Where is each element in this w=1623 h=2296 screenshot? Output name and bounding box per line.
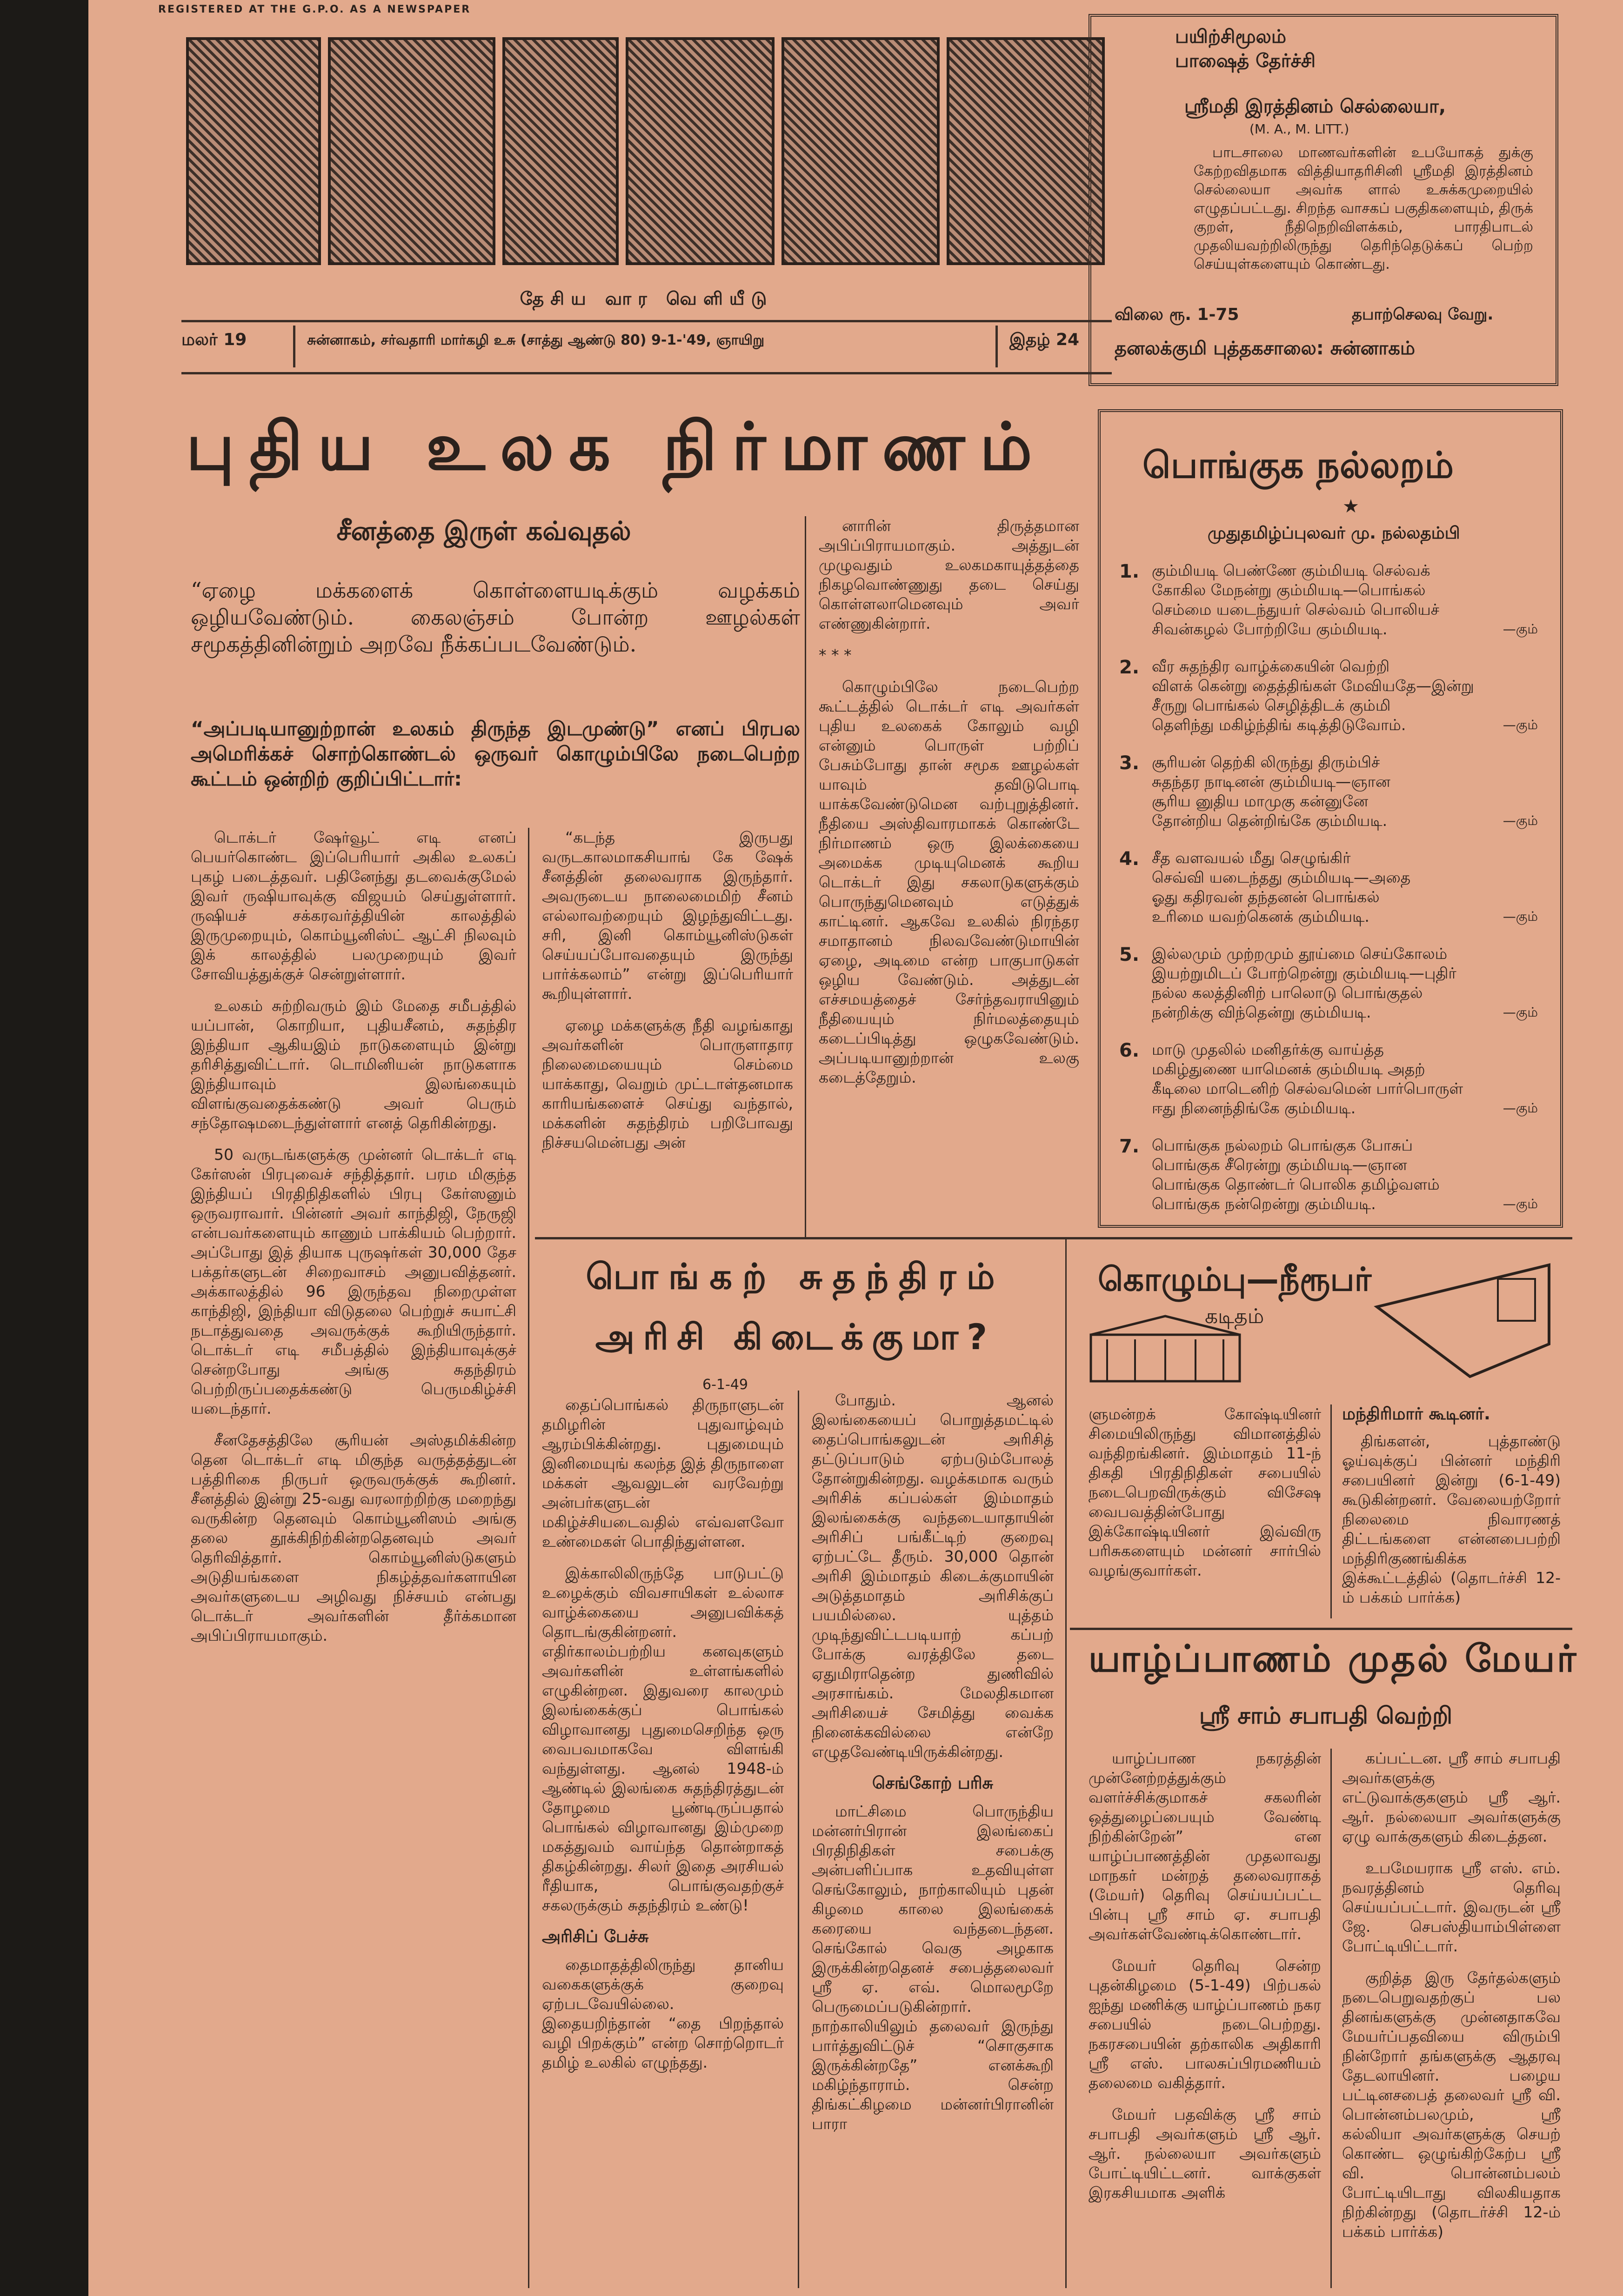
pongal-headline: அரிசி கிடைக்குமா? (595, 1316, 996, 1358)
advert-seller: தனலக்குமி புத்தகசாலை: சுன்னாகம் (1115, 338, 1416, 359)
poem-title: பொங்குக நல்லறம் (1142, 445, 1454, 486)
colombo-subtitle: கடிதம் (1205, 1304, 1264, 1328)
poem-verse: 6. மாடு முதலில் மனிதர்க்கு வாய்த்த மகிழ்துணை யாமெனக் கும்மியடி அதற் கீடிலை மாடெனிற் செல்வமென் பார்பொருள் ஈது நினைந்திங்கே கும்மியடி. —கும் (1119, 1040, 1538, 1117)
advert-title: பாஷைத் தேர்ச்சி (1175, 50, 1316, 72)
lead-column: “கடந்த இருபது வருடகாலமாகசியாங் கே ஷேக் சீனத்தின் தலைவராக இருந்தார். அவருடைய நாலைமைமிற் சீனம் எல்லாவற்றையும் இழந்துவிட்டது. சரி, இனி கொம்யூனிஸ்டுகள் செய்யப்போவதையும் இருந்து பார்க்கலாம்” என்று இப்பெரியார் கூறியுள்ளார். ஏழை மக்களுக்கு நீதி வழங்காது அவர்களின் பொருளாதார நிலைமையையும் செம்மை யாக்காது, வெறும் முட்டாள்தனமாக காரியங்களைச் செய்து வந்தால், மக்களின் சுதந்திரம் பறிபோவது நிச்சயமென்பது அன் (542, 828, 793, 1151)
logo-letter (947, 37, 1105, 265)
book-advert (1089, 14, 1558, 386)
pongal-column: போதும். ஆனல் இலங்கையைப் பொறுத்தமட்டில் தைப்பொங்கலுடன் அரிசித் தட்டுப்பாடும் ஏற்படும்போலத் தோன்றுகின்றது. வழக்கமாக வரும் அரிசிக் கப்பல்கள் இம்மாதம் இலங்கைக்கு வந்தடையாதாயின் அரிசிப் பங்கீட்டிற் குறைவு ஏற்பட்டே தீரும். 30,000 தொன் அரிசி இம்மாதம் கிடைக்குமாயின் அடுத்தமாதம் அரிசிக்குப் பயமில்லை. யுத்தம் முடிந்துவிட்டபடியாற் கப்பற் போக்கு வரத்திலே தடை ஏதுமிராதென்ற துணிவில் அரசாங்கம். மேலதிகமான அரிசியைச் சேமித்து வைக்க நினைக்கவில்லை என்றே எழுதவேண்டியிருக்கின்றது. செங்கோற் பரிசு மாட்சிமை பொருந்திய மன்னர்பிரான் இலங்கைப் பிரதிநிதிகள் சபைக்கு அன்பளிப்பாக உதவியுள்ள செங்கோலும், நாற்காலியும் புதன் கிழமை காலை இலங்கைக் கரையை வந்தடைந்தன. செங்கோல் வெகு அழகாக இருக்கின்றதெனச் சபைத்தலைவர் ஸ்ரீ ஏ. எவ். மொலமூறே பெருமைப்படுகின்றார். நாற்காலியிலும் தலைவர் இருந்து பார்த்துவிட்டுச் “சொகுசாக இருக்கின்றதே” எனக்கூறி மகிழ்ந்தாராம். சென்ற திங்கட்கிழமை மன்னர்பிரானின் பாரா (812, 1391, 1054, 2133)
lead-subhead: சீனத்தை இருள் கவ்வுதல் (336, 516, 631, 546)
column-rule (805, 516, 806, 1237)
column-rule (1065, 1237, 1067, 2288)
rule (995, 326, 998, 367)
star-icon: ★ (1342, 496, 1359, 517)
lead-headline: புதிய உலக நிர்மாணம் (186, 409, 1047, 485)
tagline: தேசிய வார வெளியீடு (520, 288, 774, 309)
poem-verses (1119, 561, 1538, 1231)
logo-letter (328, 37, 495, 265)
column-rule (528, 828, 529, 1246)
jaffna-column: யாழ்ப்பாண நகரத்தின் முன்னேற்றத்துக்கும் வளர்ச்சிக்குமாகச் சகலரின் ஒத்துழைப்பையும் வேண்டி நிற்கின்றேன்” என யாழ்ப்பாணத்தின் முதலாவது மாநகர் மன்றத் தலைவராகத் (மேயர்) தெரிவு செய்யப்பட்ட பின்பு ஸ்ரீ சாம் ஏ. சபாபதி அவர்கள்வேண்டிக்கொண்டார். மேயர் தெரிவு சென்ற புதன்கிழமை (5-1-49) பிற்பகல் ஐந்து மணிக்கு யாழ்ப்பாணம் நகர சபையில் நடைபெற்றது. நகரசபையின் தற்காலிக அதிகாரி ஸ்ரீ எஸ். பாலசுப்பிரமணியம் தலைமை வகித்தார். மேயர் பதவிக்கு ஸ்ரீ சாம் சபாபதி அவர்களும் ஸ்ரீ ஆர். ஆர். நல்லையா அவர்களும் போட்டியிட்டனர். வாக்குகள் இரகசியமாக அளிக் (1089, 1749, 1321, 2202)
lead-column: னாரின் திருத்தமான அபிப்பிராயமாகும். அத்துடன் முழுவதும் உலகமகாயுத்தத்தை நிகழவொண்ணுது தடை செய்து கொள்ளலாமெனவும் அவர் எண்ணுகின்றார். * * * கொழும்பிலே நடைபெற்ற கூட்டத்தில் டொக்டர் எடி அவர்கள் புதிய உலகைக் கோலும் வழி என்னும் பொருள் பற்றிப் பேசும்போது தான் சமூக ஊழல்கள் யாவும் தவிடுபொடி யாக்கவேண்டுமென வற்புறுத்தினர். நீதியை அஸ்திவாரமாகக் கொண்டே நிர்மாணம் ஒரு இலக்கையை அமைக்க முடியுமெனக் கூறிய டொக்டர் இது சகலாடுகளுக்கும் பொருந்துமெனவும் எடுத்துக் காட்டினர். ஆகவே உலகில் நிரந்தர சமாதானம் நிலவவேண்டுமாயின் ஏழை, அடிமை என்ற பாகுபாடுகள் ஒழிய வேண்டும். அத்துடன் எச்சமயத்தைச் சேர்ந்தவராயினும் நீதியையும் நிர்மலத்தையும் கடைப்பிடித்து ஒழுகவேண்டும். அப்படியானுற்றான் உலகு கடைத்தேறும். (819, 517, 1079, 1086)
advert-author: ஸ்ரீமதி இரத்தினம் செல்லையா, (1184, 96, 1446, 117)
pongal-headline: பொங்கற் சுதந்திரம் (586, 1256, 1005, 1297)
rule (293, 326, 295, 367)
pongal-column: தைப்பொங்கல் திருநாளுடன் தமிழரின் புதுவாழ்வும் ஆரம்பிக்கின்றது. புதுமையும் இனிமையுங் கலந்த இத் திருநாளை மக்கள் ஆவலுடன் வரவேற்று அன்பர்களுடன் மகிழ்ச்சியடைவதில் எவ்வளவோ உண்மைகள் பொதிந்துள்ளன. இக்காலிலிருந்தே பாடுபட்டு உழைக்கும் விவசாயிகள் உல்லாச வாழ்க்கையை அனுபவிக்கத் தொடங்குகின்றனர். எதிர்காலம்பற்றிய கனவுகளும் அவர்களின் உள்ளங்களில் எழுகின்றன. இதுவரை காலமும் இலங்கைக்குப் பொங்கல் விழாவானது புதுமைசெறிந்த ஒரு வைபவமாகவே விளங்கி வந்துள்ளது. ஆனல் 1948-ம் ஆண்டில் இலங்கை சுதந்திரத்துடன் தோழமை பூண்டிருப்பதால் பொங்கல் விழாவானது இம்முறை மகத்துவம் வாய்ந்த தொன்றாகத் திகழ்கின்றது. சிலர் இதை அரசியல் ரீதியாக, பொங்குவதற்குச் சகலருக்கும் சுதந்திரம் உண்டு! அரிசிப் பேச்சு தைமாதத்திலிருந்து தானிய வகைகளுக்குக் குறைவு ஏற்படவேயில்லை. இதையறிந்தான் “தை பிறந்தால் வழி பிறக்கும்” என்ற சொற்றொடர் தமிழ் உலகில் எழுந்தது. (542, 1396, 784, 2071)
advert-price: விலை ரூ. 1-75 (1115, 305, 1239, 324)
colombo-title: கொழும்பு—நீரூபர் (1098, 1260, 1372, 1298)
poem-verse: 4. சீத வளவயல் மீது செழுங்கிர் செவ்வி யடைந்தது கும்மியடி—அதை ஓது கதிரவன் தந்தனன் பொங்கல் உரிமை யவற்கெனக் கும்மியடி. —கும் (1119, 848, 1538, 925)
logo-letter (502, 37, 619, 265)
poem-verse: 5. இல்லமும் முற்றமும் தூய்மை செய்கோலம் இயற்றுமிடப் போற்றென்று கும்மியடி—புதிர் நல்ல கலத்தினிற் பாலொடு பொங்குதல் நன்றிக்கு விந்தென்று கும்மியடி. —கும் (1119, 944, 1538, 1021)
poem-verse: 7. பொங்குக நல்லறம் பொங்குக போசுப் பொங்குக சீரென்று கும்மியடி—ஞான பொங்குக தொண்டர் பொலிக தமிழ்வளம் பொங்குக நன்றென்று கும்மியடி. —கும் (1119, 1136, 1538, 1213)
logo-letter (186, 37, 321, 265)
lead-column: டொக்டர் ஷேர்வூட் எடி எனப் பெயர்கொண்ட இப்பெரியார் அகில உலகப் புகழ் படைத்தவர். பதினேந்து தடவைக்குமேல் இவர் ருஷியாவுக்கு விஜயம் செய்துள்ளார். ருஷியச் சக்கரவர்த்தியின் காலத்தில் இருமுறையும், கொம்யூனிஸ்ட் ஆட்சி நிலவும் இக் காலத்தில் பலமுறையும் இவர் சோவியத்துக்குச் சென்றுள்ளார். உலகம் சுற்றிவரும் இம் மேதை சமீபத்தில் யப்பான், கொறியா, புதியசீனம், சுதந்திர இந்தியா ஆகியஇம் நாடுகளையும் இன்று தரிசித்துவிட்டார். டொமினியன் நாடுகளாக இந்தியாவும் இலங்கையும் விளங்குவதைக்கண்டு அவர் பெரும் சந்தோஷமடைந்துள்ளார் எனத் தெரிகின்றது. 50 வருடங்களுக்கு முன்னர் டொக்டர் எடி கேர்ஸன் பிரபுவைச் சந்தித்தார். பரம மிகுந்த இந்தியப் பிரதிநிதிகளில் பிரபு கேர்ஸனும் ஒருவராவார். பின்னர் அவர் காந்திஜி, நேருஜி என்பவர்களையும் காணும் பாக்கியம் பெற்றார். அப்போது இத் தியாக புருஷர்கள் 30,000 தேச பக்தர்களுடன் சிறைவாசம் அனுபவித்தனர். அக்காலத்தில் 96 இருந்தவ நிறைமுள்ள காந்திஜி, இந்தியா விடுதலை பெற்றுச் சுயாட்சி நடாத்துவதை அவருக்குக் கூறியிருந்தார். டொக்டர் எடி சமீபத்தில் இந்தியாவுக்குச் சென்றபோது அங்கு சுதந்திரம் பெற்றிருப்பதைக்கண்டு பெருமகிழ்ச்சி யடைந்தார். சீனதேசத்திலே சூரியன் அஸ்தமிக்கின்ற தென டொக்டர் எடி மிகுந்த வருத்தத்துடன் பத்திரிகை நிருபர் ஒருவருக்குக் கூறினர். சீனத்தில் இன்று 25-வது வரலாற்றிற்கு மறைந்து வருகின்ற தெனவும் கொம்யூனிஸம் அங்கு தலை தூக்கிநிற்கின்றதெனவும் அவர் தெரிவித்தார். கொம்யூனிஸ்டுகளும் அடுதியங்களை நிகழ்த்தவர்களாயின அவர்களுடைய அழிவது நிச்சயம் என்பது டொக்டர் அவர்களின் தீர்க்கமான அபிப்பிராயமாகும். (191, 828, 516, 1644)
jaffna-subhead: ஸ்ரீ சாம் சபாபதி வெற்றி (1199, 1702, 1453, 1729)
column-rule (1330, 1404, 1332, 1618)
newspaper-page (88, 0, 1623, 2296)
volume-number: மலர் 19 (181, 330, 247, 349)
advert-title: பயிற்சிமூலம் (1175, 26, 1287, 47)
column-rule (528, 1237, 529, 2288)
advert-postage: தபாற்செலவு வேறு. (1352, 305, 1494, 324)
rule (181, 372, 1112, 374)
jaffna-headline: யாழ்ப்பாணம் முதல் மேயர் (1089, 1637, 1578, 1680)
logo-letter (781, 37, 940, 265)
poem-verse: 3. சூரியன் தெற்கி லிருந்து திரும்பிச் சுதந்தர நாடினன் கும்மியடி—ஞான சூரிய னுதிய மாமுகு கன்னுனே தோன்றிய தென்றிங்கே கும்மியடி. —கும் (1119, 752, 1538, 830)
section-rule (1070, 1628, 1572, 1630)
jaffna-column: கப்பட்டன. ஸ்ரீ சாம் சபாபதி அவர்களுக்கு எட்டுவாக்குகளும் ஸ்ரீ ஆர். ஆர். நல்லையா அவர்களுக்கு ஏழு வாக்குகளும் கிடைத்தன. உபமேயராக ஸ்ரீ எஸ். எம். நவரத்தினம் தெரிவு செய்யப்பட்டார். இவருடன் ஸ்ரீ ஜே. செபஸ்தியாம்பிள்ளை போட்டியிட்டார். குறித்த இரு தேர்தல்களும் நடைபெறுவதற்குப் பல தினங்களுக்கு முன்னதாகவே மேயர்ப்பதவியை விரும்பி நின்றோர் தங்களுக்கு ஆதரவு தேடலாயினர். பழைய பட்டினசபைத் தலைவர் ஸ்ரீ வி. பொன்னம்பலமும், ஸ்ரீ கல்லியா அவர்களுக்கு செயற் கொண்ட ஒழுங்கிற்கேற்ப ஸ்ரீ வி. பொன்னம்பலம் போட்டியிடாது விலகியதாக நிற்கின்றது (தொடர்ச்சி 12-ம் பக்கம் பார்க்க) (1342, 1749, 1561, 2241)
column-rule (1330, 1749, 1332, 2288)
colombo-column: மந்திரிமார் கூடினர். திங்களன், புத்தாண்டு ஓய்வுக்குப் பின்னர் மந்திரி சபையினர் இன்று (6-1-49) கூடுகின்றனர். வேலையற்றோர் நிலைமை நிவாரணத் திட்டங்களை என்னபைபற்றி மந்திரிகுணங்கிக்க இக்கூட்டத்தில் (தொடர்ச்சி 12-ம் பக்கம் பார்க்க) (1342, 1404, 1561, 1606)
advert-body: பாடசாலை மாணவர்களின் உபயோகத் துக்கு கேற்றவிதமாக வித்தியாதரிசினி ஸ்ரீமதி இரத்தினம் செல்லையா அவர்க ளால் உசுக்கமுறையில் எழுதப்பட்டது. சிறந்த வாசகப் பகுதிகளையும், திருக் குறள், நீதிநெறிவிளக்கம், பாரதிபாடல் முதலியவற்றிலிருந்து தெரிந்தெடுக்கப் பெற்ற செய்யுள்களையும் கொண்டது. (1194, 144, 1533, 273)
lead-intro: “அப்படியானுற்றான் உலகம் திருந்த இடமுண்டு” எனப் பிரபல அமெரிக்கச் சொற்கொண்டல் ஒருவர் கொழும்பிலே நடைபெற்ற கூட்டம் ஒன்றிற் குறிப்பிட்டார்: (191, 717, 800, 790)
colombo-column: ளுமன்றக் கோஷ்டியினர் சிமையிலிருந்து விமானத்தில் வந்திறங்கினர். இம்மாதம் 11-ந் திகதி பிரதிநிதிகள் சபையில் நடைபெறவிருக்கும் விசேஷ வைபவத்தின்போது இக்கோஷ்டியினர் இவ்விரு பரிசுகளையும் மன்னர் சார்பில் வழங்குவார்கள். (1089, 1405, 1321, 1579)
colombo-banner (1089, 1251, 1554, 1391)
issue-number: இதழ் 24 (1009, 330, 1080, 349)
dateline: சுன்னாகம், சர்வதாரி மார்கழி உசு (சாத்து ஆண்டு 80) 9-1-'49, ஞாயிறு (307, 332, 765, 348)
poem-verse: 2. வீர சுதந்திர வாழ்க்கையின் வெற்றி விளக் கென்று தைத்திங்கள் மேவியதே—இன்று சீருறு பொங்கல் செழித்திடக் கும்மி தெளிந்து மகிழ்ந்திங் கடித்திடுவோம். —கும் (1119, 657, 1538, 734)
lead-quote: “ஏழை மக்களைக் கொள்ளையடிக்கும் வழக்கம் ஒழியவேண்டும். கைலஞ்சம் போன்ற ஊழல்கள் சமூகத்தினின்றும் அறவே நீக்கப்படவேண்டும். (191, 578, 800, 657)
section-rule (535, 1237, 1572, 1239)
poem-box (1098, 409, 1563, 1228)
rule (181, 320, 1112, 322)
advert-degree: (M. A., M. LITT.) (1249, 121, 1349, 137)
poem-verse: 1. கும்மியடி பெண்ணே கும்மியடி செல்வக் கோகில மேநன்று கும்மியடி—பொங்கல் செம்மை யடைந்துயர் செல்வம் பொலியச் சிவன்கழல் போற்றியே கும்மியடி. —கும் (1119, 561, 1538, 638)
registration-notice: REGISTERED AT THE G.P.O. AS A NEWSPAPER (158, 4, 471, 15)
logo-letter (626, 37, 775, 265)
article-date: 6-1-49 (702, 1377, 748, 1393)
column-rule (798, 1391, 799, 2288)
poem-author: முதுதமிழ்ப்புலவர் மு. நல்லதம்பி (1208, 524, 1460, 543)
